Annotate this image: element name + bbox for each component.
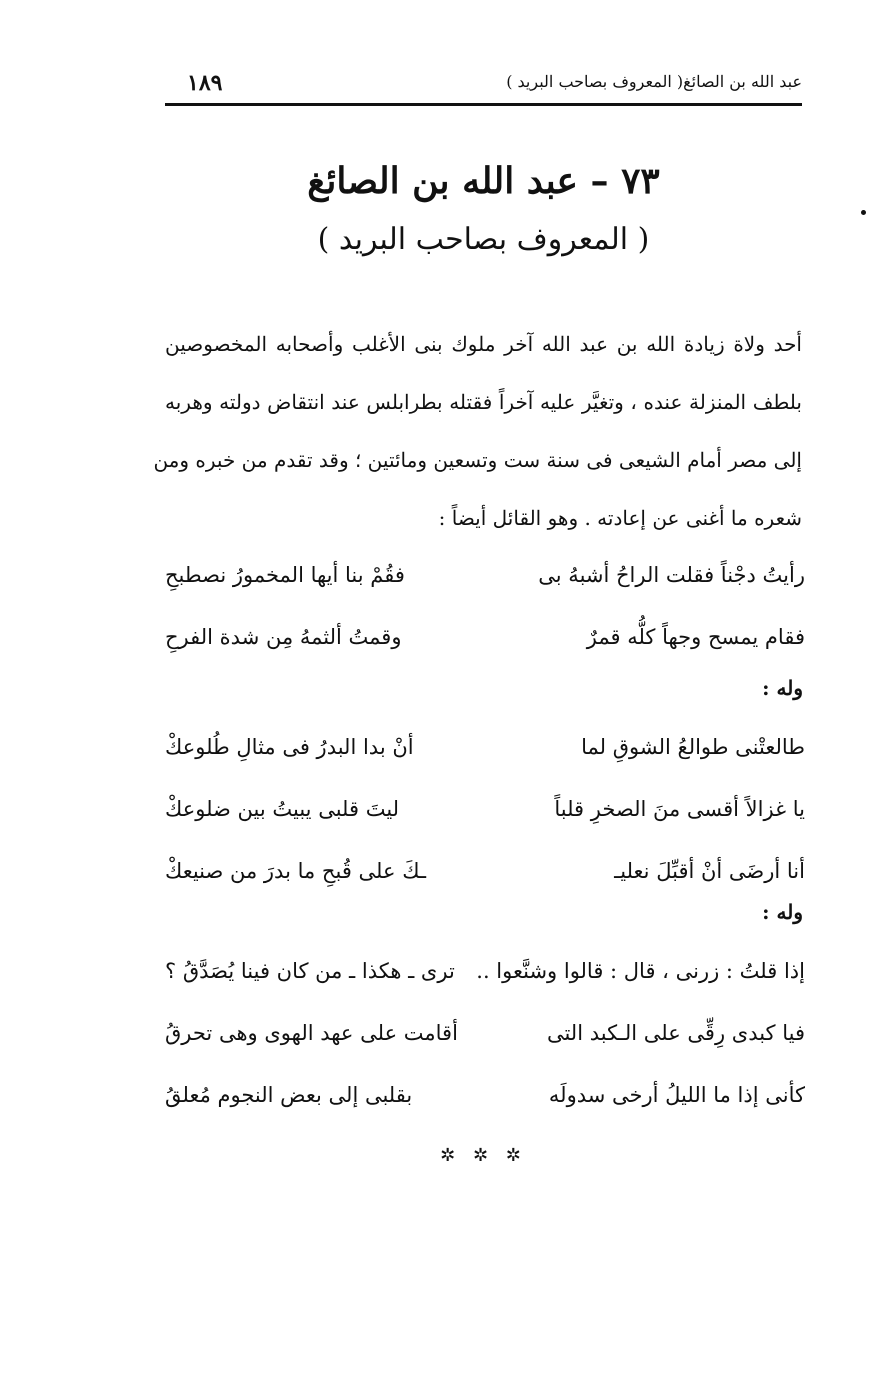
prose-line: إلى مصر أمام الشيعى فى سنة ست وتسعين ومائتين ؛ وقد تقدم من خبره ومن (153, 448, 802, 472)
verse (165, 606, 805, 668)
prose-line: بلطف المنزلة عنده ، وتغيَّر عليه آخراً فقتله بطرابلس عند انتقاض دولته وهربه (165, 390, 802, 414)
page-number: ١٨٩ (187, 70, 223, 96)
hemistich-second: ليتَ قلبى يبيتُ بين ضلوعكْ (165, 797, 400, 821)
prose-line: أحد ولاة زيادة الله بن عبد الله آخر ملوك بنى الأغلب وأصحابه المخصوصين (165, 332, 802, 356)
prose-line: شعره ما أغنى عن إعادته . وهو القائل أيضاً : (438, 506, 802, 530)
chapter-subtitle: ( المعروف بصاحب البريد ) (317, 222, 650, 257)
verse (165, 1002, 805, 1064)
hemistich-second: ترى ـ هكذا ـ من كان فينا يُصَدَّقُ ؟ (165, 959, 455, 983)
running-title: عبد الله بن الصائغ( المعروف بصاحب البريد ) (506, 72, 802, 91)
header-rule (165, 103, 802, 106)
verse (165, 716, 805, 778)
verse (165, 778, 805, 840)
section-ornament: ✲ ✲ ✲ (440, 1145, 527, 1166)
poem-3 (165, 940, 805, 1126)
poem-intro: وله : (762, 676, 803, 700)
page-header (165, 66, 802, 102)
margin-dot (861, 210, 866, 215)
verse (165, 940, 805, 1002)
hemistich-first: فقام يمسح وجهاً كلُّه قمرٌ (586, 625, 805, 649)
hemistich-second: أنْ بدا البدرُ فى مثالِ طُلوعكْ (165, 735, 414, 759)
hemistich-first: إذا قلتُ : زرنى ، قال : قالوا وشنَّعوا .. (476, 959, 805, 983)
hemistich-first: كأنى إذا ما الليلُ أرخى سدولَه (548, 1083, 805, 1107)
hemistich-first: يا غزالاً أقسى منَ الصخرِ قلباً (554, 797, 805, 821)
biography-paragraph (153, 315, 802, 547)
hemistich-second: بقلبى إلى بعض النجوم مُعلقُ (165, 1083, 413, 1107)
poem-1 (165, 544, 805, 668)
hemistich-second: أقامت على عهد الهوى وهى تحرقُ (165, 1021, 458, 1045)
verse (165, 840, 805, 902)
hemistich-second: ـكَ على قُبحِ ما بدرَ من صنيعكْ (165, 859, 427, 883)
poem-intro: وله : (762, 900, 803, 924)
verse (165, 1064, 805, 1126)
hemistich-first: أنا أرضَى أنْ أقبِّلَ نعليـ (614, 859, 805, 883)
hemistich-second: وقمتُ ألثمهُ مِن شدة الفرحِ (165, 625, 402, 649)
hemistich-first: فيا كبدى رِقِّى على الـكبد التى (546, 1021, 805, 1045)
verse (165, 544, 805, 606)
hemistich-second: فقُمْ بنا أيها المخمورُ نصطبحِ (165, 563, 405, 587)
hemistich-first: رأيتُ دجْناً فقلت الراحُ أشبهُ بى (538, 563, 805, 587)
hemistich-first: طالعتْنى طوالعُ الشوقِ لما (581, 735, 805, 759)
poem-2 (165, 716, 805, 902)
chapter-title: ٧٣ – عبد الله بن الصائغ (307, 160, 660, 202)
